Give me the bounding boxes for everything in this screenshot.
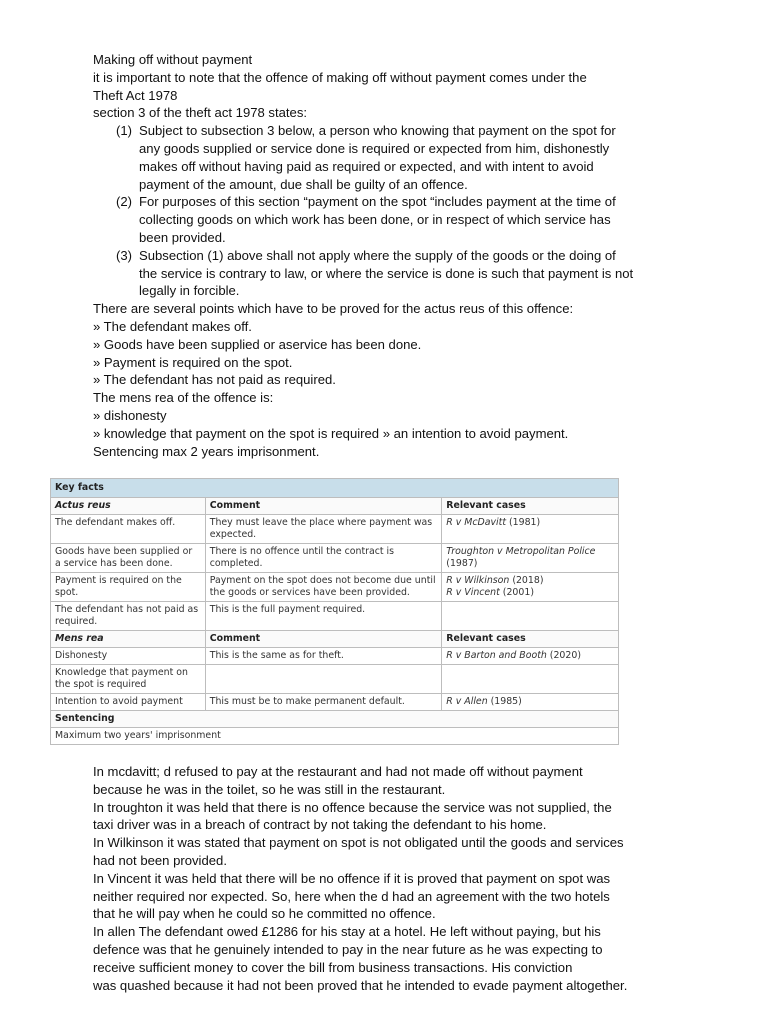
- subsection-list: [93, 122, 683, 300]
- case-note-line: had not been provided.: [93, 852, 227, 868]
- case-note-line: defence was that he genuinely intended to pay in the near future as he was expecting to: [93, 941, 603, 957]
- sentencing-header-cell: Sentencing: [51, 711, 619, 728]
- actus-point: » The defendant makes off.: [93, 318, 252, 334]
- actus-intro: There are several points which have to be proved for the actus reus of this offence:: [93, 301, 574, 317]
- subsection-line: any goods supplied or service done is required or expected from him, dishonestly: [139, 140, 610, 156]
- case-note-line: In troughton it was held that there is no offence because the service was not supplied, the: [93, 799, 612, 815]
- subsection-line: collecting goods on which work has been done, or in respect of which service has: [139, 212, 611, 228]
- comment-cell: This is the same as for theft.: [205, 648, 442, 665]
- table-row: [51, 515, 619, 544]
- intro-text-line: it is important to note that the offence of making off without payment comes under the: [93, 69, 587, 85]
- actus-point: » Payment is required on the spot.: [93, 354, 293, 370]
- case-name: R v Barton and Booth: [446, 650, 547, 661]
- cases-header-cell: Relevant cases: [442, 631, 619, 648]
- case-citation: [446, 650, 614, 662]
- table-row: [51, 544, 619, 573]
- element-cell: Payment is required on the spot.: [51, 573, 206, 602]
- subsection-item: [93, 122, 683, 193]
- element-cell: Knowledge that payment on the spot is required: [51, 665, 206, 694]
- actus-point: » Goods have been supplied or aservice has been done.: [93, 336, 422, 352]
- subsection-item: [93, 193, 683, 246]
- case-note-line: In mcdavitt; d refused to pay at the restaurant and had not made off without payment: [93, 764, 583, 779]
- case-citation: [446, 696, 614, 708]
- actus-header-row: [51, 498, 619, 515]
- case-citation: [446, 517, 614, 529]
- subsection-line: Subject to subsection 3 below, a person who knowing that payment on the spot for: [139, 123, 616, 139]
- case-name: R v Allen: [446, 696, 488, 707]
- subsection-line: been provided.: [139, 229, 226, 245]
- subsection-item: [93, 247, 683, 300]
- subsection-line: the service is contrary to law, or where the service is done is such that payment is not: [139, 265, 634, 281]
- case-note-line: was quashed because it had not been proved that he intended to evade payment altogether.: [93, 977, 628, 993]
- table-row: [51, 573, 619, 602]
- element-cell: Goods have been supplied or a service has been done.: [51, 544, 206, 573]
- case-citation: [446, 587, 614, 599]
- key-facts-table: [50, 478, 619, 745]
- case-note-line: In Wilkinson it was stated that payment on spot is not obligated until the goods and services: [93, 835, 624, 851]
- table-row: [51, 665, 619, 694]
- comment-cell: There is no offence until the contract is completed.: [205, 544, 442, 573]
- case-year: (2020): [549, 650, 581, 661]
- case-note-line: neither required nor expected. So, here when the d had an agreement with the two hotels: [93, 888, 610, 904]
- table-row: [51, 602, 619, 631]
- cases-cell: [442, 694, 619, 711]
- case-name: Troughton v Metropolitan Police: [446, 546, 596, 557]
- comment-header-cell: Comment: [205, 631, 442, 648]
- intro-text-line: Theft Act 1978: [93, 87, 178, 103]
- actus-point: » The defendant has not paid as required.: [93, 372, 336, 388]
- case-note-line: taxi driver was in a breach of contract by not taking the defendant to his home.: [93, 817, 547, 833]
- sentencing-cell: Maximum two years' imprisonment: [51, 728, 619, 745]
- case-note-line: In allen The defendant owed £1286 for his stay at a hotel. He left without paying, but his: [93, 924, 601, 940]
- cases-cell: [442, 648, 619, 665]
- cases-cell: [442, 602, 619, 631]
- comment-cell: [205, 665, 442, 694]
- subsection-line: Subsection (1) above shall not apply where the supply of the goods or the doing of: [139, 247, 616, 263]
- case-name: R v Vincent: [446, 587, 500, 598]
- section-intro: section 3 of the theft act 1978 states:: [93, 105, 308, 121]
- subsection-number: (2): [116, 194, 133, 210]
- subsection-number: (3): [116, 247, 133, 263]
- element-cell: Dishonesty: [51, 648, 206, 665]
- case-year: (1985): [490, 696, 522, 707]
- cases-header-cell: Relevant cases: [442, 498, 619, 515]
- subsection-line: For purposes of this section “payment on the spot “includes payment at the time of: [139, 194, 616, 210]
- key-facts-title: Key facts: [51, 479, 619, 498]
- case-year: (1981): [509, 517, 541, 528]
- mens-point: » knowledge that payment on the spot is required » an intention to avoid payment.: [93, 425, 569, 441]
- subsection-line: legally in forcible.: [139, 283, 240, 299]
- cases-cell: [442, 544, 619, 573]
- case-name: R v Wilkinson: [446, 575, 510, 586]
- case-citation: [446, 575, 614, 587]
- table-row: [51, 648, 619, 665]
- element-cell: The defendant has not paid as required.: [51, 602, 206, 631]
- case-note-line: In Vincent it was held that there will be no offence if it is proved that payment on spot was: [93, 870, 611, 886]
- case-notes-section: [93, 763, 683, 994]
- cases-cell: [442, 573, 619, 602]
- case-note-line: receive sufficient money to cover the bill from business transactions. His conviction: [93, 959, 573, 975]
- comment-cell: This must be to make permanent default.: [205, 694, 442, 711]
- document-title: Making off without payment: [93, 52, 253, 67]
- cases-cell: [442, 515, 619, 544]
- mens-point: » dishonesty: [93, 407, 167, 423]
- subsection-line: makes off without having paid as required or expected, and with intent to avoid: [139, 158, 594, 174]
- comment-cell: They must leave the place where payment was expected.: [205, 515, 442, 544]
- subsection-number: (1): [116, 123, 133, 139]
- comment-cell: This is the full payment required.: [205, 602, 442, 631]
- case-name: R v McDavitt: [446, 517, 507, 528]
- sentencing-header-row: [51, 711, 619, 728]
- element-cell: The defendant makes off.: [51, 515, 206, 544]
- case-citation: [446, 546, 614, 570]
- mens-intro: The mens rea of the offence is:: [93, 390, 274, 406]
- comment-header-cell: Comment: [205, 498, 442, 515]
- mens-header-row: [51, 631, 619, 648]
- comment-cell: Payment on the spot does not become due until the goods or services have been provided.: [205, 573, 442, 602]
- case-year: (2018): [512, 575, 544, 586]
- case-year: (2001): [502, 587, 534, 598]
- case-year: (1987): [446, 558, 478, 569]
- table-row: [51, 728, 619, 745]
- sentencing-line: Sentencing max 2 years imprisonment.: [93, 443, 320, 459]
- intro-section: [93, 51, 683, 460]
- element-cell: Intention to avoid payment: [51, 694, 206, 711]
- case-note-line: that he will pay when he could so he committed no offence.: [93, 906, 436, 922]
- key-facts-header-row: [51, 479, 619, 498]
- subsection-line: payment of the amount, due shall be guilty of an offence.: [139, 176, 468, 192]
- cases-cell: [442, 665, 619, 694]
- case-note-line: because he was in the toilet, so he was still in the restaurant.: [93, 781, 446, 797]
- actus-header-cell: Actus reus: [51, 498, 206, 515]
- table-row: [51, 694, 619, 711]
- mens-header-cell: Mens rea: [51, 631, 206, 648]
